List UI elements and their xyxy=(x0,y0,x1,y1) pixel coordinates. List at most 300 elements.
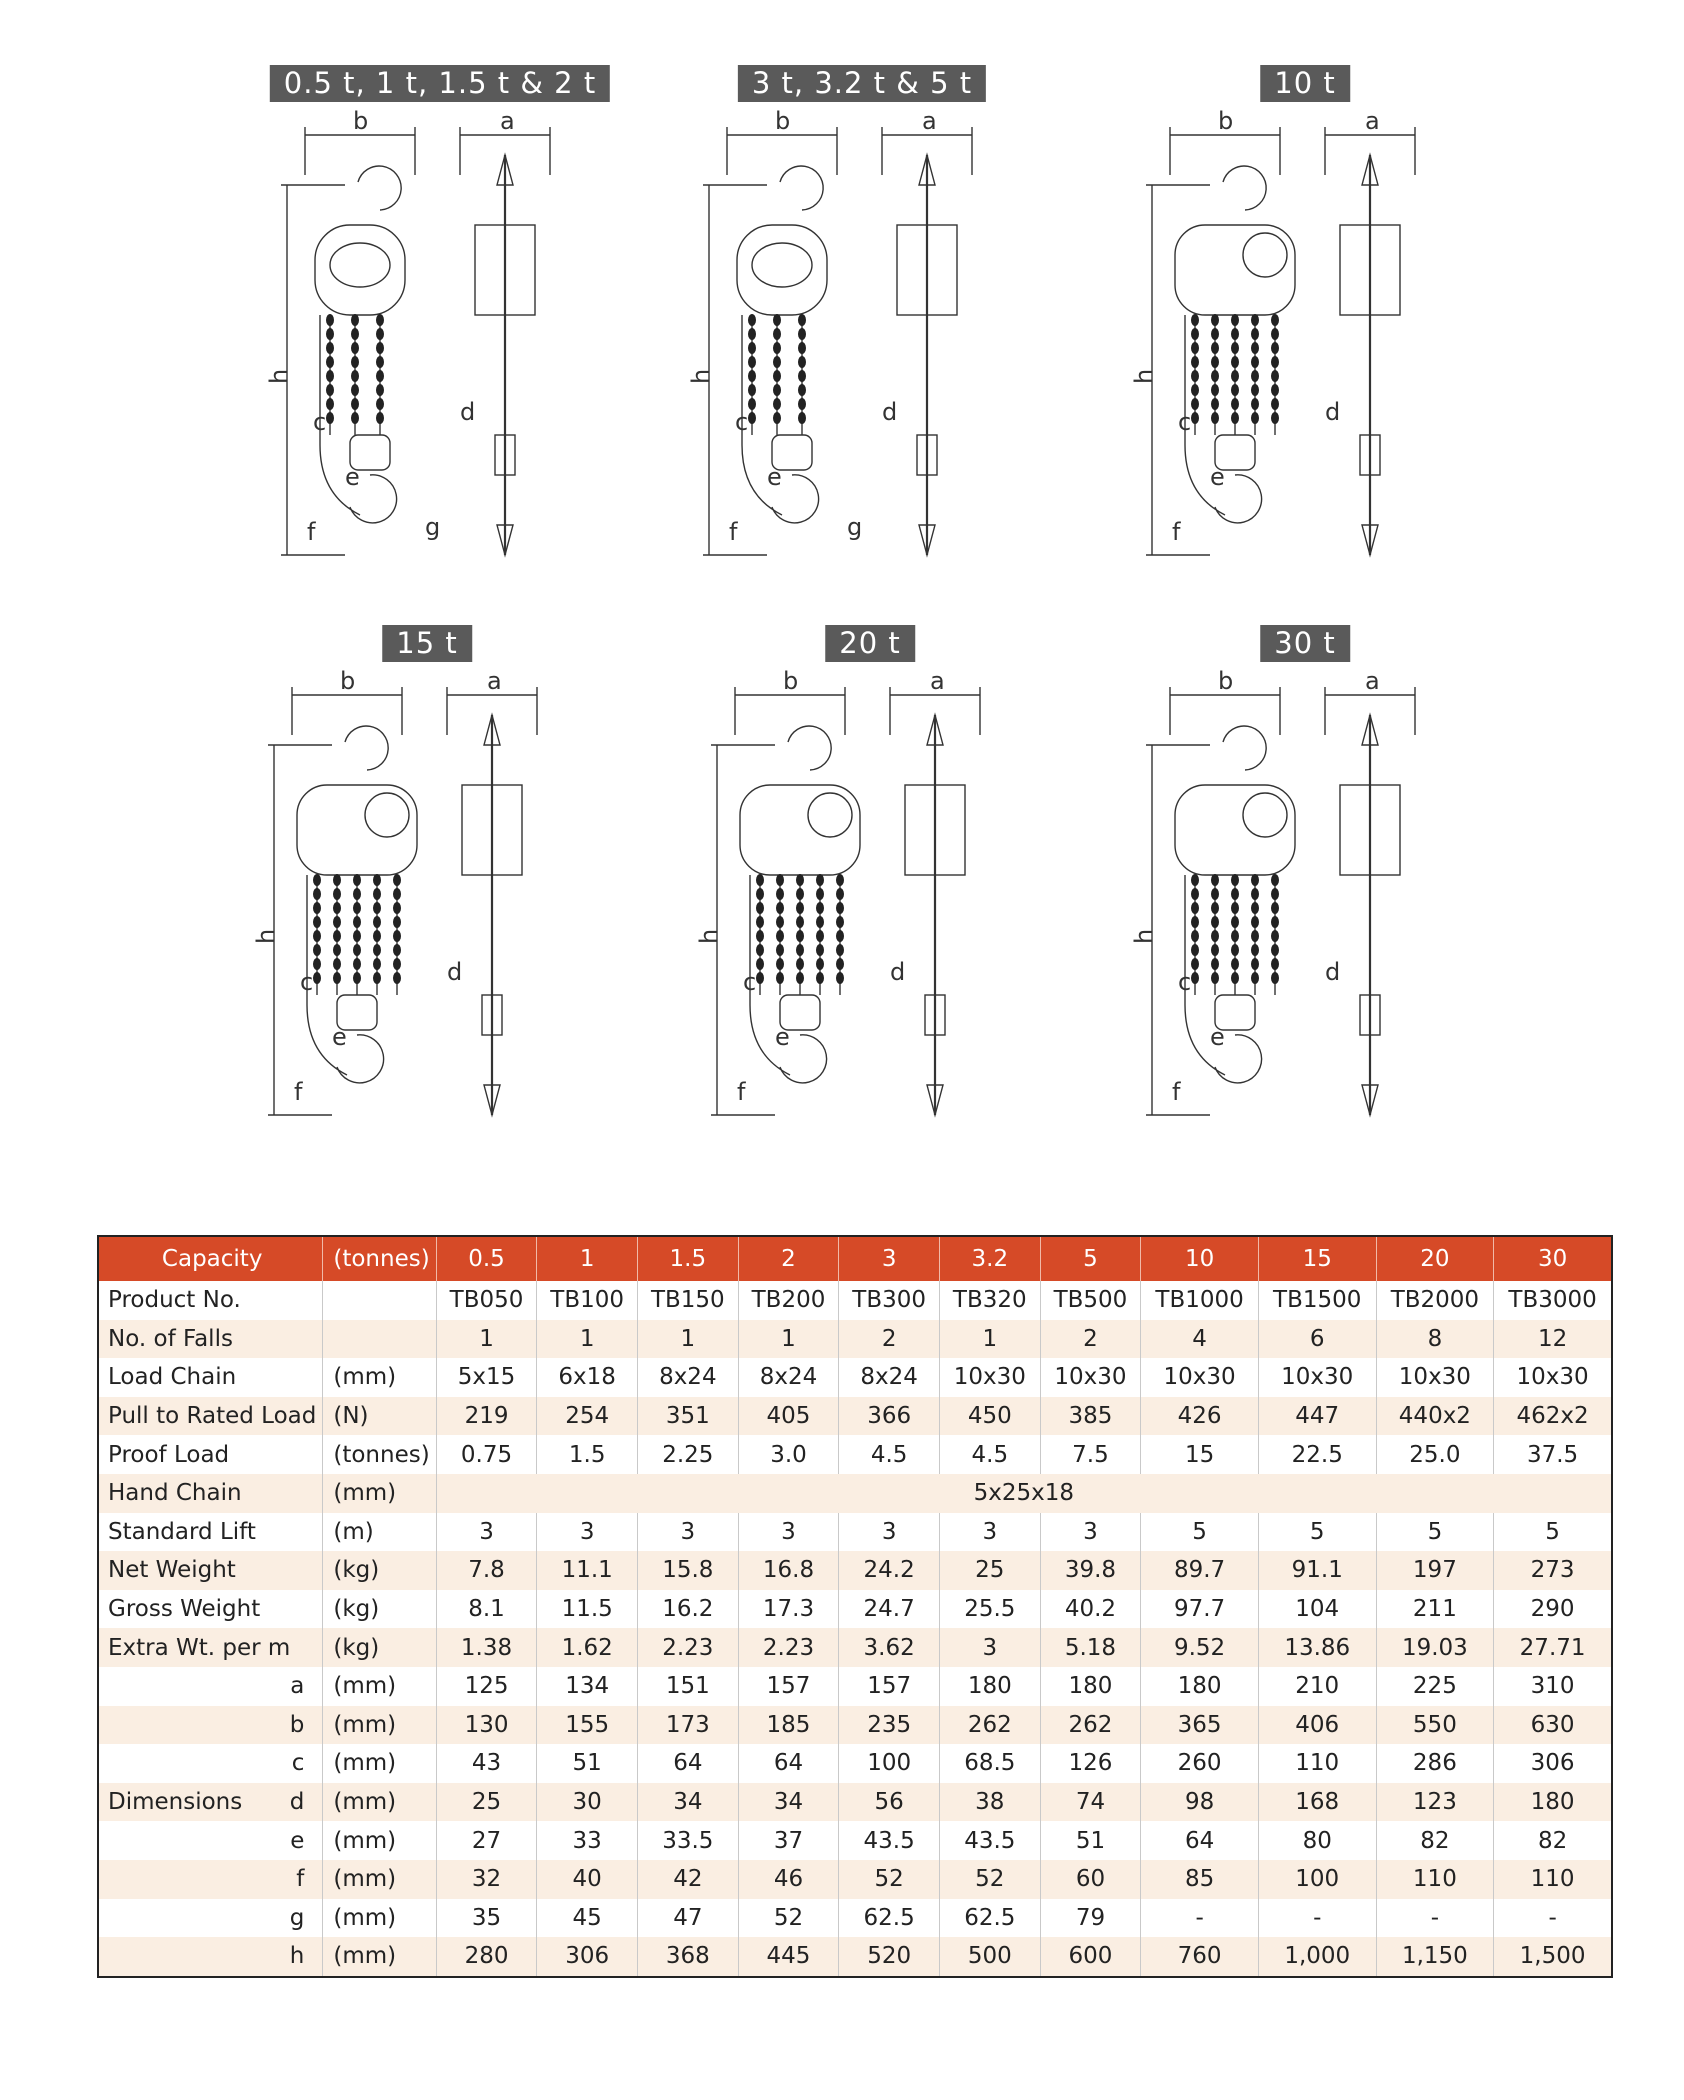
chain-link xyxy=(796,916,804,928)
capacity-value: 5 xyxy=(1040,1236,1141,1281)
chain-link xyxy=(1211,902,1219,914)
chain-link xyxy=(313,930,321,942)
gear-housing xyxy=(297,785,417,875)
chain-link xyxy=(373,888,381,900)
row-unit: (kg) xyxy=(323,1590,436,1629)
table-cell: 130 xyxy=(436,1706,537,1745)
table-cell: 2.23 xyxy=(638,1628,739,1667)
row-label: Net Weight xyxy=(98,1551,323,1590)
drawing-label: 0.5 t, 1 t, 1.5 t & 2 t xyxy=(270,65,610,102)
chain-link xyxy=(333,874,341,886)
table-cell: 110 xyxy=(1494,1860,1612,1899)
chain-link xyxy=(373,874,381,886)
table-cell: 27.71 xyxy=(1494,1628,1612,1667)
dimension-letter-b: b xyxy=(353,107,369,135)
table-cell: 211 xyxy=(1376,1590,1494,1629)
table-cell: TB150 xyxy=(638,1281,739,1320)
table-cell: 3 xyxy=(738,1513,839,1552)
chain-link xyxy=(1271,944,1279,956)
chain-link xyxy=(796,930,804,942)
chain-link xyxy=(776,888,784,900)
chain-link xyxy=(1211,916,1219,928)
table-cell: 0.75 xyxy=(436,1435,537,1474)
drawing-0-5t-to-2t xyxy=(265,65,605,585)
chain-link xyxy=(1191,314,1199,326)
row-unit xyxy=(323,1281,436,1320)
chain-link xyxy=(353,944,361,956)
chain-link xyxy=(1271,342,1279,354)
table-cell: 46 xyxy=(738,1860,839,1899)
dimension-letter-a: a xyxy=(487,667,502,695)
chain-link xyxy=(798,356,806,368)
chain-link xyxy=(1231,930,1239,942)
table-cell: 440x2 xyxy=(1376,1397,1494,1436)
table-cell: 5 xyxy=(1141,1513,1259,1552)
dimension-letter-e: e xyxy=(1210,463,1225,491)
chain-link xyxy=(816,944,824,956)
capacity-value: 2 xyxy=(738,1236,839,1281)
chain-link xyxy=(776,902,784,914)
chain-link xyxy=(1191,902,1199,914)
table-header-row xyxy=(98,1236,1612,1281)
table-cell: 5x15 xyxy=(436,1358,537,1397)
chain-link xyxy=(816,916,824,928)
dimension-letter-c: c xyxy=(743,968,757,996)
table-cell: TB320 xyxy=(939,1281,1040,1320)
dimension-name-cell xyxy=(98,1937,323,1977)
dimension-letter-g: g xyxy=(425,513,441,541)
chain-link xyxy=(798,342,806,354)
chain-link xyxy=(816,888,824,900)
chain-link xyxy=(393,958,401,970)
table-cell: 4.5 xyxy=(839,1435,940,1474)
table-row xyxy=(98,1358,1612,1397)
dimension-letter-a: a xyxy=(922,107,937,135)
chain-link xyxy=(773,328,781,340)
table-cell: 110 xyxy=(1258,1744,1376,1783)
chain-link xyxy=(773,314,781,326)
dimension-letter-c: c xyxy=(313,408,327,436)
chain-link xyxy=(816,874,824,886)
chain-link xyxy=(313,902,321,914)
chain-link xyxy=(376,412,384,424)
dimension-letter-a: a xyxy=(1365,107,1380,135)
dimension-letter-a: a xyxy=(500,107,515,135)
hoist-figure xyxy=(695,667,980,1115)
dimension-letter: b xyxy=(289,1711,305,1738)
table-cell: 10x30 xyxy=(1494,1358,1612,1397)
chain-link xyxy=(351,328,359,340)
table-cell: 11.5 xyxy=(537,1590,638,1629)
capacity-header: Capacity xyxy=(98,1236,323,1281)
table-cell: 550 xyxy=(1376,1706,1494,1745)
table-cell: 262 xyxy=(1040,1706,1141,1745)
drawing-label: 30 t xyxy=(1260,625,1350,662)
drawing-20t xyxy=(695,625,1035,1145)
table-cell: 15 xyxy=(1141,1435,1259,1474)
chain-link xyxy=(326,356,334,368)
chain-link xyxy=(1231,342,1239,354)
table-cell: 2.25 xyxy=(638,1435,739,1474)
chain-link xyxy=(353,972,361,984)
chain-link xyxy=(351,398,359,410)
chain-link xyxy=(1271,356,1279,368)
chain-link xyxy=(333,944,341,956)
table-cell: 8 xyxy=(1376,1320,1494,1359)
table-cell: TB200 xyxy=(738,1281,839,1320)
dimension-letter: d xyxy=(289,1789,305,1816)
table-cell: 151 xyxy=(638,1667,739,1706)
chain-link xyxy=(333,916,341,928)
table-cell: 10x30 xyxy=(1376,1358,1494,1397)
chain-link xyxy=(1251,944,1259,956)
table-cell: 35 xyxy=(436,1899,537,1938)
table-cell: 155 xyxy=(537,1706,638,1745)
table-cell: 210 xyxy=(1258,1667,1376,1706)
table-cell: 286 xyxy=(1376,1744,1494,1783)
table-cell: 6x18 xyxy=(537,1358,638,1397)
chain-link xyxy=(798,328,806,340)
table-cell: 43.5 xyxy=(839,1821,940,1860)
dimension-name-cell xyxy=(98,1783,323,1822)
table-cell: 760 xyxy=(1141,1937,1259,1977)
drawing-3t-to-5t xyxy=(687,65,1027,585)
dimension-row xyxy=(98,1899,1612,1938)
chain-link xyxy=(373,902,381,914)
table-cell: 10x30 xyxy=(939,1358,1040,1397)
table-row xyxy=(98,1628,1612,1667)
table-cell: 34 xyxy=(738,1783,839,1822)
row-label: Hand Chain xyxy=(98,1474,323,1513)
row-label: Pull to Rated Load xyxy=(98,1397,323,1436)
drawing-label: 3 t, 3.2 t & 5 t xyxy=(738,65,986,102)
dimension-letter-d: d xyxy=(447,958,463,986)
dimension-letter-e: e xyxy=(332,1023,347,1051)
table-cell: 1 xyxy=(537,1320,638,1359)
table-cell: 8x24 xyxy=(738,1358,839,1397)
chain-link xyxy=(796,944,804,956)
chain-link xyxy=(1251,902,1259,914)
row-label: Standard Lift xyxy=(108,1518,256,1545)
chain-link xyxy=(1191,370,1199,382)
chain-hoist-line-drawing xyxy=(695,667,1035,1195)
table-cell: 2.23 xyxy=(738,1628,839,1667)
chain-link xyxy=(798,370,806,382)
chain-link xyxy=(798,384,806,396)
table-cell: 310 xyxy=(1494,1667,1612,1706)
chain-link xyxy=(313,944,321,956)
table-cell: 365 xyxy=(1141,1706,1259,1745)
chain-link xyxy=(1191,398,1199,410)
table-cell: 406 xyxy=(1258,1706,1376,1745)
dimension-letter-h: h xyxy=(252,928,280,944)
chain-link xyxy=(756,888,764,900)
table-cell: 1.38 xyxy=(436,1628,537,1667)
chain-link xyxy=(1271,314,1279,326)
table-cell: 2 xyxy=(1040,1320,1141,1359)
chain-link xyxy=(776,874,784,886)
chain-link xyxy=(373,944,381,956)
chain-link xyxy=(353,888,361,900)
row-unit xyxy=(323,1320,436,1359)
chain-link xyxy=(393,902,401,914)
dimension-letter-e: e xyxy=(775,1023,790,1051)
row-unit: (tonnes) xyxy=(323,1435,436,1474)
dimension-name-cell xyxy=(98,1706,323,1745)
table-cell: 79 xyxy=(1040,1899,1141,1938)
table-cell: 10x30 xyxy=(1040,1358,1141,1397)
table-cell: 51 xyxy=(537,1744,638,1783)
table-row xyxy=(98,1320,1612,1359)
table-row xyxy=(98,1551,1612,1590)
chain-link xyxy=(816,930,824,942)
table-cell: 37 xyxy=(738,1821,839,1860)
chain-link xyxy=(836,888,844,900)
row-unit: (mm) xyxy=(323,1667,436,1706)
chain-link xyxy=(1231,328,1239,340)
table-cell: 157 xyxy=(839,1667,940,1706)
chain-link xyxy=(353,874,361,886)
chain-link xyxy=(326,398,334,410)
chain-link xyxy=(773,342,781,354)
chain-link xyxy=(773,370,781,382)
chain-link xyxy=(373,958,381,970)
table-cell: 7.8 xyxy=(436,1551,537,1590)
table-cell: TB1000 xyxy=(1141,1281,1259,1320)
table-cell: 10x30 xyxy=(1141,1358,1259,1397)
table-row xyxy=(98,1474,1612,1513)
dimension-row xyxy=(98,1821,1612,1860)
table-cell: 180 xyxy=(939,1667,1040,1706)
dimension-letter-h: h xyxy=(1130,928,1158,944)
row-label: No. of Falls xyxy=(98,1320,323,1359)
table-cell: 125 xyxy=(436,1667,537,1706)
table-cell: 273 xyxy=(1494,1551,1612,1590)
chain-link xyxy=(756,958,764,970)
table-cell: 25.5 xyxy=(939,1590,1040,1629)
table-cell: 30 xyxy=(537,1783,638,1822)
chain-link xyxy=(1191,412,1199,424)
table-cell: 1 xyxy=(638,1320,739,1359)
chain-link xyxy=(376,342,384,354)
chain-link xyxy=(376,398,384,410)
chain-link xyxy=(776,958,784,970)
table-cell: 235 xyxy=(839,1706,940,1745)
table-cell: 180 xyxy=(1040,1667,1141,1706)
table-cell: 3 xyxy=(537,1513,638,1552)
row-label: Gross Weight xyxy=(108,1596,261,1623)
table-row xyxy=(98,1513,1612,1552)
hoist-figure xyxy=(687,107,972,555)
dimension-letter-e: e xyxy=(345,463,360,491)
table-cell: 34 xyxy=(638,1783,739,1822)
dimension-letter-c: c xyxy=(1178,968,1192,996)
row-unit: (mm) xyxy=(323,1706,436,1745)
chain-link xyxy=(836,958,844,970)
capacity-value: 30 xyxy=(1494,1236,1612,1281)
chain-link xyxy=(798,314,806,326)
chain-link xyxy=(748,356,756,368)
chain-link xyxy=(1271,370,1279,382)
capacity-unit: (tonnes) xyxy=(323,1236,436,1281)
dimension-letter: h xyxy=(289,1943,305,1970)
gear-housing xyxy=(737,225,827,315)
chain-link xyxy=(1251,972,1259,984)
table-cell: 51 xyxy=(1040,1821,1141,1860)
dimension-letter-f: f xyxy=(729,518,738,546)
chain-hoist-line-drawing xyxy=(1130,667,1470,1195)
table-cell: 180 xyxy=(1494,1783,1612,1822)
table-cell: 68.5 xyxy=(939,1744,1040,1783)
chain-hoist-line-drawing xyxy=(265,107,605,635)
chain-link xyxy=(1211,370,1219,382)
table-cell: 60 xyxy=(1040,1860,1141,1899)
chain-link xyxy=(1231,384,1239,396)
chain-link xyxy=(748,412,756,424)
chain-link xyxy=(351,384,359,396)
top-hook xyxy=(1223,166,1266,210)
housing-window xyxy=(330,243,390,287)
wheel-cover xyxy=(365,793,409,837)
table-cell: TB050 xyxy=(436,1281,537,1320)
table-cell: 52 xyxy=(738,1899,839,1938)
table-cell: 368 xyxy=(638,1937,739,1977)
table-cell: 22.5 xyxy=(1258,1435,1376,1474)
top-hook xyxy=(358,166,401,210)
chain-link xyxy=(1251,314,1259,326)
capacity-value: 15 xyxy=(1258,1236,1376,1281)
chain-link xyxy=(1211,958,1219,970)
dimension-row xyxy=(98,1667,1612,1706)
row-unit: (mm) xyxy=(323,1899,436,1938)
dimension-letter-h: h xyxy=(265,368,293,384)
chain-link xyxy=(393,944,401,956)
table-cell: 1.62 xyxy=(537,1628,638,1667)
table-cell: TB2000 xyxy=(1376,1281,1494,1320)
row-label: Extra Wt. per m xyxy=(98,1628,323,1667)
row-unit: (mm) xyxy=(323,1783,436,1822)
chain-link xyxy=(376,328,384,340)
chain-link xyxy=(773,398,781,410)
chain-link xyxy=(326,342,334,354)
table-cell: 1.5 xyxy=(537,1435,638,1474)
wheel-cover xyxy=(808,793,852,837)
table-cell: 3 xyxy=(638,1513,739,1552)
chain-link xyxy=(326,370,334,382)
wheel-cover xyxy=(1243,793,1287,837)
chain-link xyxy=(376,384,384,396)
hoist-figure xyxy=(265,107,550,555)
chain-link xyxy=(1231,412,1239,424)
chain-link xyxy=(1271,398,1279,410)
table-cell: 1 xyxy=(738,1320,839,1359)
dimension-letter-a: a xyxy=(930,667,945,695)
chain-link xyxy=(1231,972,1239,984)
table-cell: 33.5 xyxy=(638,1821,739,1860)
table-cell: 42 xyxy=(638,1860,739,1899)
chain-link xyxy=(1191,874,1199,886)
capacity-value: 1.5 xyxy=(638,1236,739,1281)
table-cell: - xyxy=(1494,1899,1612,1938)
chain-link xyxy=(376,356,384,368)
chain-link xyxy=(376,314,384,326)
table-cell: 64 xyxy=(1141,1821,1259,1860)
chain-link xyxy=(326,314,334,326)
chain-link xyxy=(376,370,384,382)
table-cell: 630 xyxy=(1494,1706,1612,1745)
chain-link xyxy=(1211,356,1219,368)
table-cell: 13.86 xyxy=(1258,1628,1376,1667)
dimension-letter: f xyxy=(296,1866,305,1893)
dimension-letter-e: e xyxy=(1210,1023,1225,1051)
chain-link xyxy=(836,916,844,928)
row-label: Load Chain xyxy=(108,1364,237,1391)
housing-window xyxy=(752,243,812,287)
table-cell: TB3000 xyxy=(1494,1281,1612,1320)
table-cell: 82 xyxy=(1376,1821,1494,1860)
table-cell: 32 xyxy=(436,1860,537,1899)
chain-link xyxy=(353,902,361,914)
table-cell: 219 xyxy=(436,1397,537,1436)
dimension-letter-c: c xyxy=(735,408,749,436)
table-cell: 168 xyxy=(1258,1783,1376,1822)
table-cell: 12 xyxy=(1494,1320,1612,1359)
table-cell: 82 xyxy=(1494,1821,1612,1860)
chain-link xyxy=(748,328,756,340)
row-unit: (mm) xyxy=(323,1937,436,1977)
specification-table xyxy=(97,1235,1613,1978)
hoist-figure xyxy=(1130,107,1415,555)
table-cell: 262 xyxy=(939,1706,1040,1745)
table-cell: 3.62 xyxy=(839,1628,940,1667)
chain-link xyxy=(1251,930,1259,942)
chain-link xyxy=(1191,930,1199,942)
chain-link xyxy=(351,412,359,424)
chain-link xyxy=(756,916,764,928)
chain-link xyxy=(353,916,361,928)
table-cell: 10x30 xyxy=(1258,1358,1376,1397)
table-cell: 450 xyxy=(939,1397,1040,1436)
chain-link xyxy=(313,916,321,928)
table-cell: TB300 xyxy=(839,1281,940,1320)
chain-link xyxy=(1251,342,1259,354)
table-row xyxy=(98,1590,1612,1629)
capacity-value: 1 xyxy=(537,1236,638,1281)
row-unit: (kg) xyxy=(323,1628,436,1667)
row-label: Product No. xyxy=(108,1287,241,1314)
chain-link xyxy=(748,370,756,382)
chain-link xyxy=(836,874,844,886)
chain-link xyxy=(353,930,361,942)
table-cell: 11.1 xyxy=(537,1551,638,1590)
chain-link xyxy=(351,314,359,326)
chain-link xyxy=(836,902,844,914)
dimension-row xyxy=(98,1783,1612,1822)
table-cell: 254 xyxy=(537,1397,638,1436)
chain-link xyxy=(748,398,756,410)
chain-link xyxy=(1271,902,1279,914)
table-cell: 180 xyxy=(1141,1667,1259,1706)
table-cell: 3 xyxy=(436,1513,537,1552)
table-cell: 3 xyxy=(939,1513,1040,1552)
table-cell: 16.8 xyxy=(738,1551,839,1590)
chain-link xyxy=(798,398,806,410)
dimension-letter: e xyxy=(290,1827,305,1854)
chain-link xyxy=(326,412,334,424)
chain-link xyxy=(393,930,401,942)
table-cell: 104 xyxy=(1258,1590,1376,1629)
dimension-letter-d: d xyxy=(460,398,476,426)
